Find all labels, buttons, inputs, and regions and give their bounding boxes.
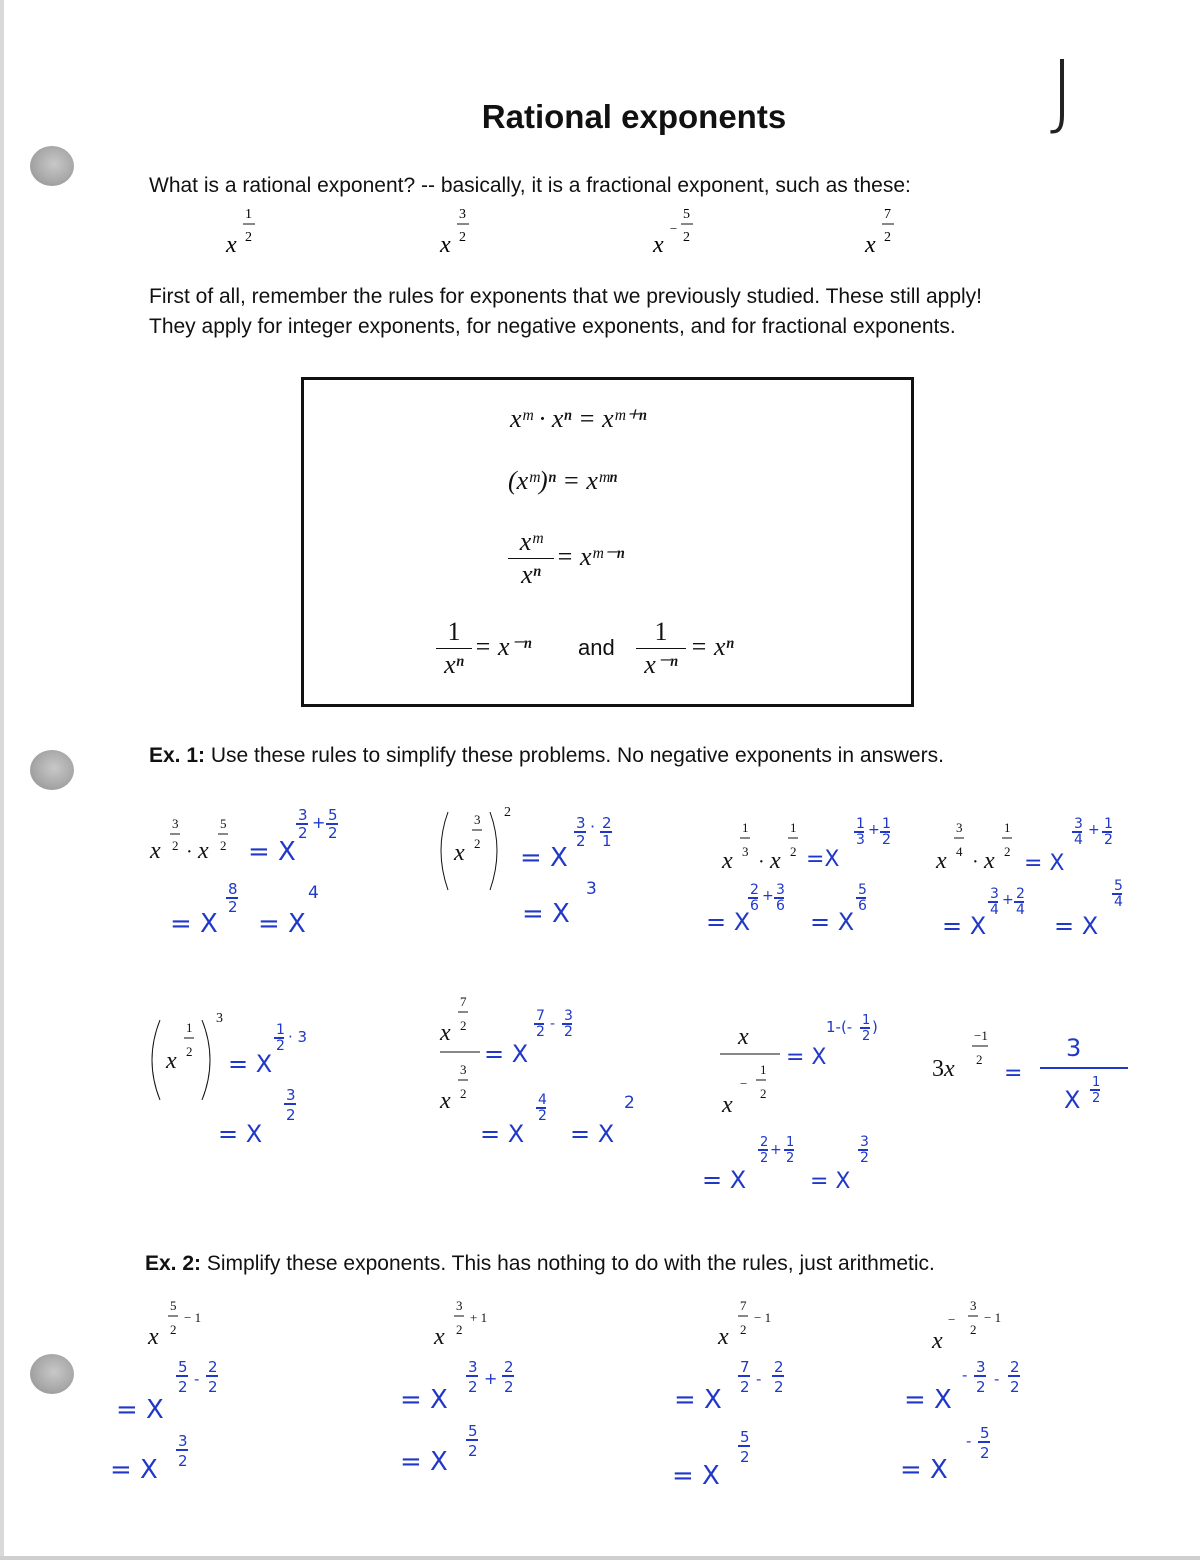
svg-text:= X: = X (116, 1395, 164, 1425)
rule-product: xᵐ · xⁿ = xᵐ⁺ⁿ (510, 404, 647, 433)
rule-negative-b-fraction (636, 618, 686, 679)
svg-text:= X: = X (484, 1040, 529, 1068)
svg-text:= X: = X (786, 1045, 827, 1070)
ex2-handwritten-work (110, 1358, 1020, 1491)
page-left-edge (0, 0, 4, 1560)
svg-text:1-(-: 1-(- (826, 1018, 853, 1036)
svg-text:2: 2 (576, 832, 586, 850)
svg-text:= X: = X (248, 837, 296, 867)
svg-text:·: · (972, 851, 979, 873)
ex1-problem-6 (439, 994, 480, 1114)
svg-text:1: 1 (790, 820, 797, 835)
ex1-problems-and-handwritten-work (110, 790, 1170, 1210)
page-title: Rational exponents (481, 98, 787, 135)
svg-text:= X: = X (810, 908, 855, 936)
svg-text:3: 3 (178, 1432, 188, 1450)
ex1-problem-1 (149, 816, 228, 864)
svg-text:6: 6 (776, 898, 785, 914)
svg-text:X: X (1064, 1086, 1081, 1114)
svg-text:2: 2 (790, 844, 797, 859)
svg-text:+: + (1088, 822, 1100, 838)
svg-text:·: · (590, 817, 596, 836)
ex1-problem-7 (720, 1024, 780, 1118)
svg-text:x: x (738, 1024, 749, 1050)
svg-text:2: 2 (460, 1018, 467, 1033)
svg-text:2: 2 (1010, 1378, 1020, 1396)
example-x-neg-5-2 (652, 207, 693, 258)
svg-text:x: x (166, 1048, 177, 1074)
svg-text:3: 3 (456, 1298, 463, 1313)
svg-text:3: 3 (970, 1298, 977, 1313)
page-bottom-edge (0, 1556, 1200, 1560)
svg-text:1: 1 (856, 816, 865, 832)
svg-text:x: x (440, 232, 451, 258)
svg-text:2: 2 (1092, 1091, 1101, 1106)
svg-text:3: 3 (976, 1358, 986, 1376)
svg-text:x: x (226, 232, 237, 258)
svg-text:x: x (932, 1328, 943, 1354)
svg-text:4: 4 (308, 883, 319, 903)
svg-text:= X: = X (218, 1120, 263, 1148)
svg-text:2: 2 (976, 1052, 983, 1067)
ex2-problem-2 (433, 1298, 487, 1350)
svg-text:= X: = X (570, 1120, 615, 1148)
svg-text:3: 3 (460, 1062, 467, 1077)
svg-text:2: 2 (740, 1448, 750, 1466)
svg-text:2: 2 (536, 1024, 545, 1040)
rule-quotient-rhs: = xᵐ⁻ⁿ (556, 542, 625, 571)
svg-text:2: 2 (860, 1150, 869, 1166)
svg-text:2: 2 (170, 1322, 177, 1337)
svg-text:2: 2 (1104, 832, 1113, 848)
svg-text:2: 2 (460, 1086, 467, 1101)
svg-text:2: 2 (328, 824, 338, 842)
svg-text:1: 1 (276, 1022, 285, 1038)
ex1-problem-2 (441, 805, 511, 890)
svg-text:= X: = X (228, 1050, 273, 1078)
ex2-problem-1 (147, 1298, 201, 1350)
svg-text:2: 2 (276, 1038, 285, 1054)
svg-text:1: 1 (245, 207, 252, 222)
svg-text:2: 2 (186, 1044, 193, 1059)
svg-text:3: 3 (956, 820, 963, 835)
svg-text:3: 3 (474, 812, 481, 827)
svg-text:-: - (194, 1370, 200, 1388)
svg-text:= X: = X (170, 909, 218, 939)
svg-text:x: x (865, 232, 876, 258)
svg-text:3: 3 (172, 816, 179, 831)
example-x-3-2 (439, 207, 469, 258)
svg-text:3: 3 (990, 886, 999, 902)
svg-text:3: 3 (586, 879, 597, 899)
svg-text:5: 5 (328, 806, 338, 824)
svg-text:3: 3 (576, 814, 586, 832)
svg-text:= X: = X (110, 1455, 158, 1485)
svg-text:= X: = X (674, 1385, 722, 1415)
svg-text:7: 7 (884, 207, 891, 222)
svg-text:+: + (868, 822, 880, 838)
svg-text:2: 2 (774, 1378, 784, 1396)
svg-text:5: 5 (468, 1422, 478, 1440)
svg-text:2: 2 (564, 1024, 573, 1040)
svg-text:= X: = X (1024, 851, 1065, 876)
svg-text:2: 2 (786, 1151, 795, 1166)
svg-text:+: + (484, 1369, 498, 1388)
svg-text:+: + (762, 888, 774, 904)
svg-text:1: 1 (786, 1135, 795, 1150)
svg-text:7: 7 (740, 1358, 750, 1376)
rule-negative-a-numerator: 1 (447, 617, 461, 646)
rule-negative-a-fraction (436, 618, 472, 679)
svg-text:2: 2 (740, 1378, 750, 1396)
binder-hole-bottom (30, 1354, 74, 1394)
svg-text:2: 2 (208, 1358, 218, 1376)
svg-text:2: 2 (980, 1444, 990, 1462)
svg-text:3: 3 (286, 1086, 296, 1104)
svg-text:1: 1 (862, 1013, 871, 1028)
svg-text:= X: = X (258, 909, 306, 939)
svg-text:= X: = X (400, 1447, 448, 1477)
rule-negative-b-rhs: = xⁿ (690, 632, 734, 661)
svg-text:− 1: − 1 (184, 1310, 202, 1325)
svg-text:2: 2 (178, 1378, 188, 1396)
ex1-label: Ex. 1: (149, 744, 206, 767)
svg-text:x: x (718, 1324, 729, 1350)
svg-text:6: 6 (858, 898, 867, 914)
svg-text:-: - (966, 1432, 972, 1450)
svg-text:1: 1 (186, 1020, 193, 1035)
rule-negative-b-numerator: 1 (654, 617, 668, 646)
rule-quotient-numerator: xᵐ (519, 527, 543, 556)
svg-text:7: 7 (536, 1008, 545, 1024)
svg-text:−1: −1 (974, 1028, 988, 1043)
svg-text:5: 5 (220, 816, 227, 831)
svg-text:5: 5 (683, 207, 690, 222)
ex1-problem-3 (721, 820, 798, 874)
svg-text:= X: = X (1054, 912, 1099, 940)
svg-text:2: 2 (740, 1322, 747, 1337)
ex1-problem-8 (932, 1028, 988, 1082)
svg-text:7: 7 (740, 1298, 747, 1313)
svg-text:1: 1 (742, 820, 749, 835)
svg-text:5: 5 (858, 882, 867, 898)
ex1-problem-5 (152, 1011, 223, 1100)
svg-text:3: 3 (459, 207, 466, 222)
svg-text:1: 1 (882, 816, 891, 832)
svg-text:1: 1 (1004, 820, 1011, 835)
svg-text:3: 3 (468, 1358, 478, 1376)
svg-text:+: + (312, 813, 326, 832)
svg-text:2: 2 (1010, 1358, 1020, 1376)
svg-text:x: x (722, 848, 733, 874)
ex2-problem-3 (717, 1298, 771, 1350)
ex1-instructions (149, 744, 944, 768)
svg-text:5: 5 (740, 1428, 750, 1446)
svg-text:−: − (670, 221, 678, 236)
svg-text:= X: = X (904, 1385, 952, 1415)
svg-text:2: 2 (1016, 886, 1025, 902)
svg-text:2: 2 (760, 1086, 767, 1101)
svg-text:2: 2 (602, 814, 612, 832)
svg-text:= X: = X (480, 1120, 525, 1148)
svg-text:): ) (872, 1018, 878, 1036)
svg-text:+: + (1002, 892, 1014, 908)
svg-text:2: 2 (468, 1442, 478, 1460)
svg-text:1: 1 (1092, 1075, 1101, 1090)
rule-quotient-fraction (508, 528, 554, 589)
svg-text:2: 2 (1004, 844, 1011, 859)
binder-hole-top (30, 146, 74, 186)
rules-intro-line-2: They apply for integer exponents, for negative exponents, and for fractional exponents. (149, 315, 956, 338)
binder-hole-middle (30, 750, 74, 790)
rule-quotient-denominator: xⁿ (521, 560, 541, 589)
svg-text:x: x (148, 1324, 159, 1350)
svg-text:− 1: − 1 (754, 1310, 772, 1325)
svg-text:·: · (758, 851, 765, 873)
svg-text:2: 2 (220, 838, 227, 853)
svg-text:2: 2 (286, 1106, 296, 1124)
svg-text:4: 4 (956, 844, 963, 859)
svg-text:x: x (722, 1092, 733, 1118)
svg-text:2: 2 (208, 1378, 218, 1396)
rule-negative-b-denominator: x⁻ⁿ (644, 650, 678, 679)
svg-text:2: 2 (504, 1378, 514, 1396)
svg-text:x: x (434, 1324, 445, 1350)
svg-text:3: 3 (216, 1011, 223, 1026)
svg-text:4: 4 (1114, 894, 1123, 910)
svg-text:= X: = X (900, 1455, 948, 1485)
svg-text:3: 3 (1074, 816, 1083, 832)
svg-text:x: x (198, 838, 209, 864)
svg-text:2: 2 (474, 836, 481, 851)
svg-text:− 1: − 1 (984, 1310, 1002, 1325)
svg-text:−: − (948, 1312, 956, 1327)
ex1-text: Use these rules to simplify these problems. No negative exponents in answers. (205, 744, 944, 767)
svg-text:2: 2 (228, 898, 238, 916)
svg-text:x: x (984, 848, 995, 874)
svg-text:3: 3 (742, 844, 749, 859)
svg-text:x: x (770, 848, 781, 874)
svg-text:2: 2 (970, 1322, 977, 1337)
svg-text:= X: = X (942, 912, 987, 940)
svg-text:x: x (936, 848, 947, 874)
svg-text:=: = (1004, 1061, 1023, 1086)
svg-text:3: 3 (776, 882, 785, 898)
svg-text:2: 2 (750, 882, 759, 898)
svg-text:3: 3 (298, 806, 308, 824)
svg-text:4: 4 (1016, 902, 1025, 918)
svg-text:2: 2 (862, 1029, 871, 1044)
fraction-bar (636, 648, 686, 649)
svg-text:1: 1 (760, 1062, 767, 1077)
svg-text:= X: = X (520, 843, 568, 873)
example-x-1-2 (225, 207, 255, 258)
svg-text:5: 5 (170, 1298, 177, 1313)
svg-text:2: 2 (459, 230, 466, 245)
svg-text:= X: = X (400, 1385, 448, 1415)
ex2-label: Ex. 2: (145, 1252, 202, 1275)
ex2-text: Simplify these exponents. This has nothing to do with the rules, just arithmetic. (201, 1252, 935, 1275)
svg-text:2: 2 (774, 1358, 784, 1376)
ex1-problem-4 (935, 820, 1012, 874)
svg-text:=X: =X (806, 847, 840, 872)
rule-power: (xᵐ)ⁿ = xᵐⁿ (508, 466, 618, 495)
svg-text:2: 2 (468, 1378, 478, 1396)
svg-text:3: 3 (860, 1134, 869, 1150)
svg-text:+: + (770, 1142, 782, 1158)
svg-text:5: 5 (1114, 878, 1123, 894)
svg-text:2: 2 (245, 230, 252, 245)
svg-text:= X: = X (810, 1169, 851, 1194)
example-exponents (200, 200, 940, 264)
svg-text:7: 7 (460, 994, 467, 1009)
svg-text:·: · (186, 841, 193, 863)
svg-text:3x: 3x (932, 1056, 955, 1082)
ex2-instructions (145, 1252, 935, 1276)
svg-text:6: 6 (750, 898, 759, 914)
svg-text:2: 2 (504, 1358, 514, 1376)
svg-text:-: - (962, 1366, 968, 1384)
svg-text:2: 2 (504, 805, 511, 820)
svg-text:1: 1 (602, 832, 612, 850)
svg-text:= X: = X (702, 1166, 747, 1194)
svg-text:= X: = X (522, 899, 570, 929)
svg-text:-: - (756, 1370, 762, 1388)
svg-text:2: 2 (538, 1108, 547, 1124)
fraction-bar (436, 648, 472, 649)
svg-text:3: 3 (1066, 1034, 1082, 1062)
svg-text:2: 2 (624, 1093, 635, 1113)
svg-text:−: − (740, 1076, 748, 1091)
ex2-problems-and-handwritten-work (100, 1292, 1100, 1502)
rule-negative-a-rhs: = x⁻ⁿ (474, 632, 532, 661)
svg-text:2: 2 (760, 1135, 769, 1150)
svg-text:2: 2 (298, 824, 308, 842)
svg-text:2: 2 (976, 1378, 986, 1396)
rule-joiner-and: and (578, 635, 615, 660)
svg-text:1: 1 (1104, 816, 1113, 832)
svg-text:2: 2 (884, 230, 891, 245)
svg-text:= X: = X (706, 908, 751, 936)
svg-text:2: 2 (456, 1322, 463, 1337)
rule-negative-a-denominator: xⁿ (444, 650, 464, 679)
svg-text:2: 2 (683, 230, 690, 245)
svg-text:5: 5 (178, 1358, 188, 1376)
svg-text:4: 4 (538, 1092, 547, 1108)
svg-text:x: x (454, 840, 465, 866)
svg-text:2: 2 (178, 1452, 188, 1470)
handwritten-initial: J (1050, 44, 1075, 139)
svg-text:= X: = X (672, 1461, 720, 1491)
intro-text: What is a rational exponent? -- basically, it is a fractional exponent, such as these: (149, 174, 911, 197)
fraction-bar (508, 558, 554, 559)
svg-text:x: x (440, 1088, 451, 1114)
svg-text:x: x (150, 838, 161, 864)
svg-text:-: - (994, 1370, 1000, 1388)
rules-intro-line-1: First of all, remember the rules for exponents that we previously studied. These still apply! (149, 285, 982, 308)
svg-text:2: 2 (172, 838, 179, 853)
svg-text:x: x (653, 232, 664, 258)
svg-text:+ 1: + 1 (470, 1310, 488, 1325)
svg-text:5: 5 (980, 1424, 990, 1442)
svg-text:x: x (440, 1020, 451, 1046)
svg-text:8: 8 (228, 880, 238, 898)
svg-text:-: - (550, 1016, 556, 1032)
svg-text:4: 4 (990, 902, 999, 918)
svg-text:4: 4 (1074, 832, 1083, 848)
svg-text:2: 2 (882, 832, 891, 848)
ex2-problem-4 (931, 1298, 1001, 1354)
svg-text:2: 2 (760, 1151, 769, 1166)
svg-text:3: 3 (856, 832, 865, 848)
example-x-7-2 (864, 207, 894, 258)
svg-text:· 3: · 3 (288, 1028, 308, 1046)
svg-text:3: 3 (564, 1008, 573, 1024)
